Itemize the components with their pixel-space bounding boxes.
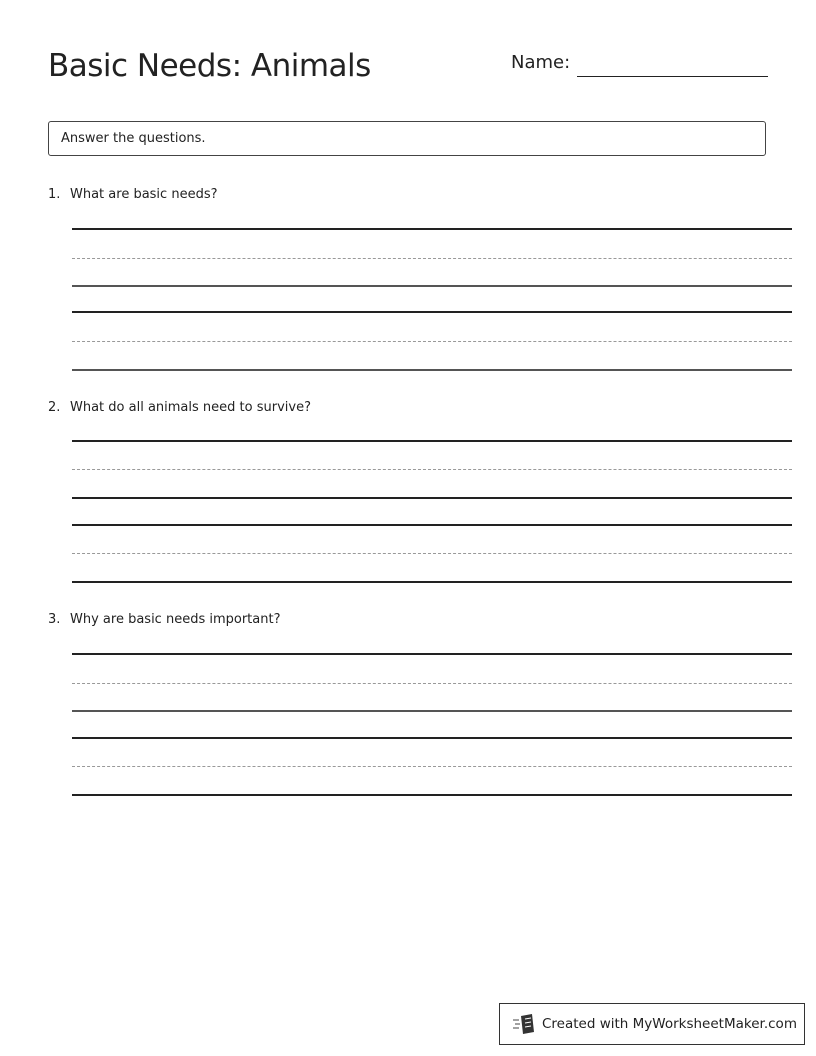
- question-number: 3.: [48, 612, 61, 627]
- name-field-line[interactable]: [577, 76, 768, 77]
- page-title: Basic Needs: Animals: [48, 48, 371, 84]
- question-text: What are basic needs?: [70, 187, 218, 202]
- footer-text: Created with MyWorksheetMaker.com: [542, 1016, 797, 1032]
- footer-credit: [499, 1003, 805, 1045]
- worksheet-logo-icon: [512, 1013, 536, 1035]
- instructions-box: [48, 121, 766, 156]
- question-number: 2.: [48, 400, 61, 415]
- question-1: [48, 187, 218, 202]
- question-text: Why are basic needs important?: [70, 612, 281, 627]
- name-label: Name:: [511, 52, 571, 73]
- question-3: [48, 612, 280, 627]
- question-number: 1.: [48, 187, 61, 202]
- question-2: [48, 400, 311, 415]
- instructions-text: Answer the questions.: [61, 131, 206, 146]
- question-text: What do all animals need to survive?: [70, 400, 311, 415]
